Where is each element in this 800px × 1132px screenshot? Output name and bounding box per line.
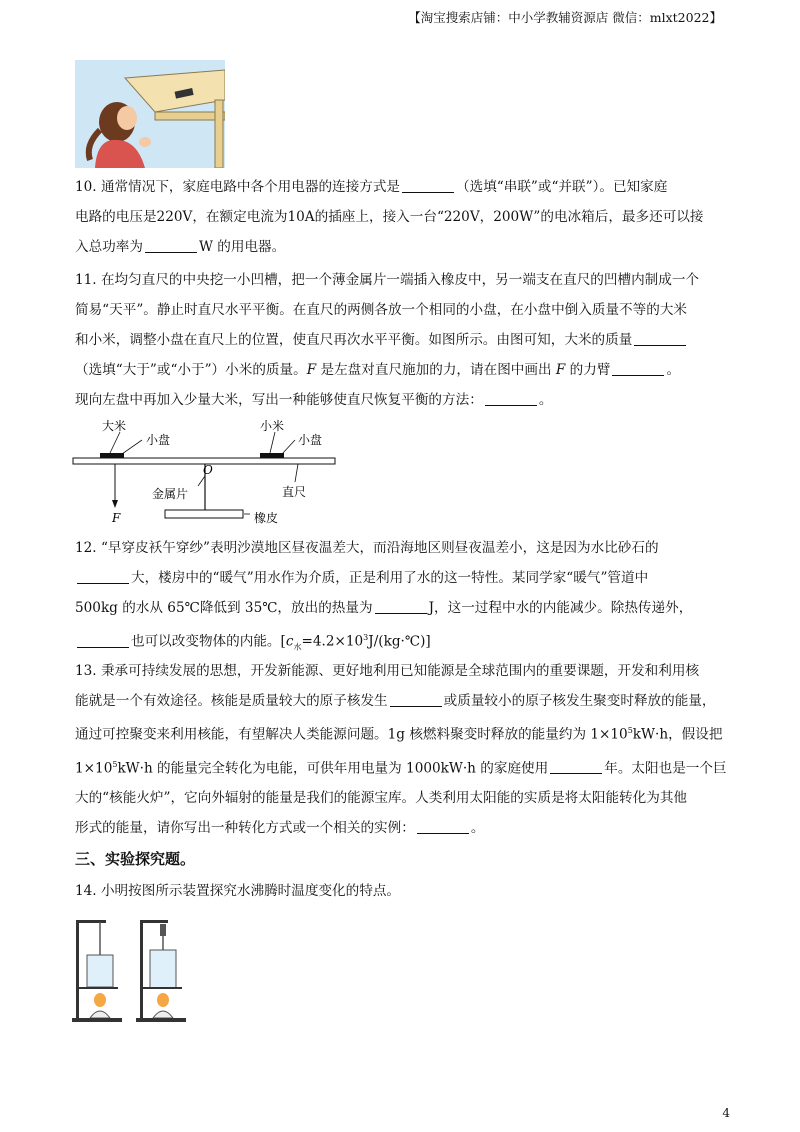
q13-blank-1 [390,692,442,707]
q12-exp: 3 [363,633,369,642]
balance-diagram [70,418,340,528]
q12-text-4d: =4.2×10 [301,633,364,650]
q10-text-1b: （选填“串联”或“并联”）。已知家庭 [456,179,668,195]
q13-text-4c: kW·h 的能量完全转化为电能，可供年用电量为 1000kW·h 的家庭使用 [117,760,549,777]
q13-exp-1: 5 [627,726,633,735]
q12-text-4f: J/(kg·℃)] [368,633,431,650]
question-10 [75,172,730,262]
label-pivot-o: O [203,463,213,477]
q10-text-3b: W 的用电器。 [198,239,286,255]
q12-blank-2 [375,599,427,614]
q11-text-4f: 。 [666,362,681,378]
girl-table-illustration [75,60,225,168]
q13-exp-2: 5 [112,759,118,769]
label-rice-small: 小米 [260,419,285,433]
q11-force-symbol-2: F [555,362,566,378]
boiling-apparatus-diagram [70,910,190,1025]
q12-text-3a: 500kg 的水从 65℃降低到 35℃，放出的热量为 [75,600,373,616]
q13-text-5: 大的“核能火炉”，它向外辐射的能量是我们的能源宝库。人类利用太阳能的实质是将太阳能转化为其他 [75,790,688,807]
q12-text-1: 12. “早穿皮袄午穿纱”表明沙漠地区昼夜温差大，而沿海地区则昼夜温差小，这是因为水比砂石的 [75,540,659,556]
q11-blank-3 [485,391,537,406]
q14-text-1: 14. 小明按图所示装置探究水沸腾时温度变化的特点。 [75,883,401,899]
q13-text-3c: kW·h，假设把 [632,726,723,743]
q10-text-3a: 入总功率为 [75,239,143,255]
q11-text-1: 11. 在均匀直尺的中央挖一小凹槽，把一个薄金属片一端插入橡皮中，另一端支在直尺的凹槽内制成一个 [75,272,700,288]
question-12 [75,533,730,662]
q11-text-5b: 。 [538,392,553,408]
label-ruler: 直尺 [282,485,307,499]
q13-text-3a: 通过可控聚变来利用核能，有望解决人类能源问题。1g 核燃料聚变时释放的能量约为 1×10 [75,726,628,743]
q12-text-3b: J，这一过程中水的内能减少。除热传递外， [428,600,693,616]
q11-text-4e: 的力臂 [565,362,611,378]
apparatus-left [72,920,122,1022]
q11-text-4a: （选填“大于”或“小于”）小米的质量。 [75,362,307,378]
q13-blank-2 [550,759,602,774]
q11-blank-1 [634,331,686,346]
q13-text-6a: 形式的能量，请你写出一种转化方式或一个相关的实例： [75,820,415,837]
q11-force-symbol: F [306,362,317,378]
eraser-shape [165,510,243,518]
page-header: 【淘宝搜索店铺：中小学教辅资源店 微信：mlxt2022】 [408,10,722,25]
label-metal: 金属片 [152,487,189,501]
q11-blank-2 [612,361,664,376]
q10-text-2: 电路的电压是220V，在额定电流为10A的插座上，接入一台“220V，200W”的电冰箱后，最多还可以接 [75,209,704,225]
label-rice-big: 大米 [102,419,127,433]
label-force-f: F [112,511,121,525]
q12-text-4a: 也可以改变物体的内能。[ [131,633,286,650]
label-plate-right: 小盘 [298,433,323,447]
q11-text-2: 简易“天平”。静止时直尺水平平衡。在直尺的两侧各放一个相同的小盘，在小盘中倒入质量不等的大米 [75,302,688,318]
q10-blank-2 [145,238,197,253]
q13-text-6b: 。 [470,820,485,837]
q10-text-1: 10. 通常情况下，家庭电路中各个用电器的连接方式是 [75,179,401,195]
label-plate-left: 小盘 [146,433,171,447]
question-13 [75,656,730,843]
q12-text-2: 大，楼房中的“暖气”用水作为介质，正是利用了水的这一特性。某同学家“暖气”管道中 [131,570,649,586]
q11-text-5a: 现向左盘中再加入少量大米，写出一种能够使直尺恢复平衡的方法： [75,392,483,408]
q13-text-4a: 1×10 [75,760,113,777]
q12-blank-1 [77,569,129,584]
apparatus-right [136,920,186,1022]
q12-c-subscript: 水 [293,642,302,652]
q11-text-4c: 是左盘对直尺施加的力，请在图中画出 [316,362,556,378]
right-plate [260,453,284,458]
q10-blank-1 [402,178,454,193]
q13-text-4d: 年。太阳也是一个巨 [604,760,727,777]
question-14 [75,876,730,906]
label-eraser: 橡皮 [254,511,279,525]
q13-blank-3 [417,819,469,834]
section-title: 三、实验探究题。 [75,850,196,868]
q12-c-symbol: c [285,633,294,650]
q11-text-3: 和小米，调整小盘在直尺上的位置，使直尺再次水平平衡。如图所示。由图可知，大米的质量 [75,332,633,348]
q13-text-2b: 或质量较小的原子核发生聚变时释放的能量， [443,693,716,709]
question-11 [75,265,730,415]
q13-text-2a: 能就是一个有效途径。核能是质量较大的原子核发生 [75,693,388,709]
q12-blank-3 [77,633,129,648]
left-plate [100,453,124,458]
page-number: 4 [722,1106,730,1120]
q13-text-1: 13. 秉承可持续发展的思想，开发新能源、更好地利用已知能源是全球范围内的重要课题，开发和利用核 [75,663,700,679]
